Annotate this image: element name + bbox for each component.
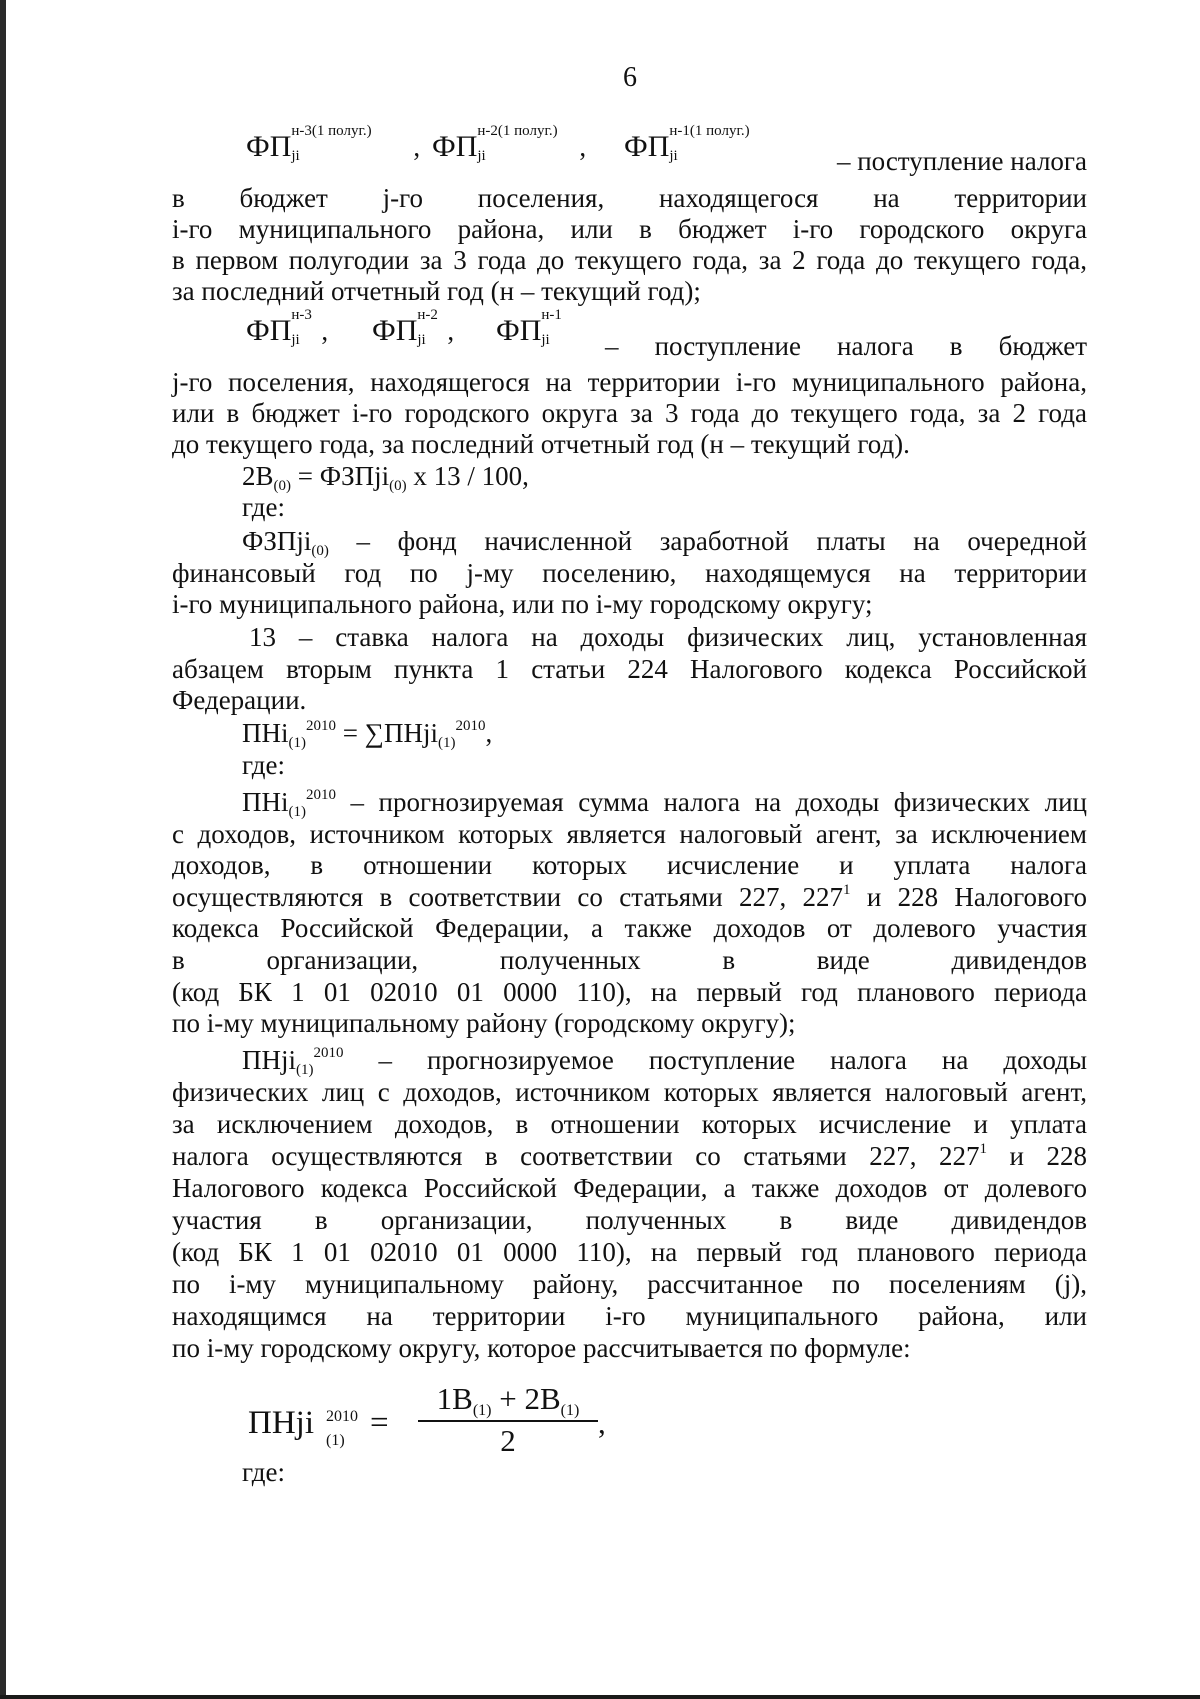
- where-1: где:: [242, 492, 285, 522]
- fp-half-year-term-3: ФП н-1(1 полуг.) ji: [624, 123, 750, 164]
- line-b-1: j-го поселения, находящегося на территории i-го муниципального района,: [172, 367, 1087, 397]
- fzp-line-2: финансовый год по j-му поселению, находящемуся на территории: [172, 558, 1087, 588]
- fraction-bar: [418, 1420, 598, 1422]
- pni-line-3: доходов, в отношении которых исчисление и уплата налога: [172, 850, 1087, 880]
- where-2: где:: [242, 750, 285, 780]
- pnji-line-5: Налогового кодекса Российской Федерации, а также доходов от долевого: [172, 1173, 1087, 1203]
- pni-line-1: ПНi$_{(1)}^{2010}$ – прогнозируемая сумма налога на доходы физических лиц: [242, 787, 1087, 820]
- fzp-line-1: ФЗПji$_{(0)}$ – фонд начисленной заработной платы на очередной: [242, 526, 1087, 559]
- pnji-line-7: (код БК 1 01 02010 01 0000 110), на первый год планового периода: [172, 1237, 1087, 1267]
- pni-line-5: кодекса Российской Федерации, а также доходов от долевого участия: [172, 913, 1087, 943]
- pnji-line-9: находящимся на территории i-го муниципального района, или: [172, 1301, 1087, 1331]
- pni-line-7: (код БК 1 01 02010 01 0000 110), на первый год планового периода: [172, 977, 1087, 1007]
- fp-half-year-term-2: ФП н-2(1 полуг.) ji ,: [432, 123, 587, 164]
- pni-line-2: с доходов, источником которых является налоговый агент, за исключением: [172, 819, 1087, 849]
- pnji-line-6: участия в организации, полученных в виде дивидендов: [172, 1205, 1087, 1235]
- formula-fraction: [248, 1382, 648, 1462]
- formula-fraction-body: [418, 1382, 598, 1458]
- scan-edge-bottom: [0, 1695, 1200, 1699]
- where-3: где:: [242, 1457, 285, 1487]
- line-a-4: за последний отчетный год (н – текущий год);: [172, 276, 701, 306]
- scan-edge-left: [0, 0, 6, 1699]
- rate-line-2: абзацем вторым пункта 1 статьи 224 Налогового кодекса Российской: [172, 654, 1087, 684]
- pni-line-6: в организации, полученных в виде дивидендов: [172, 945, 1087, 975]
- line-b-2: или в бюджет i-го городского округа за 3 года до текущего года, за 2 года: [172, 398, 1087, 428]
- pni-line-4: осуществляются в соответствии со статьями 227, $227^1$ и 228 Налогового: [172, 882, 1087, 912]
- formula-fraction-equals: =: [370, 1405, 389, 1441]
- fzp-line-3: i-го муниципального района, или по i-му городскому округу;: [172, 589, 873, 619]
- line-b-3: до текущего года, за последний отчетный год (н – текущий год).: [172, 429, 910, 459]
- fp-half-year-term-1: ФП н-3(1 полуг.) ji ,: [246, 123, 421, 164]
- fp-half-year-desc: – поступление налога: [836, 146, 1087, 176]
- pni-line-8: по i-му муниципальному району (городскому округу);: [172, 1008, 796, 1038]
- pnji-line-3: за исключением доходов, в отношении которых исчисление и уплата: [172, 1109, 1087, 1139]
- formula-fraction-lhs: ПНji 2010 (1): [248, 1405, 358, 1449]
- pnji-line-8: по i-му муниципальному району, рассчитанное по поселениям (j),: [172, 1269, 1087, 1299]
- formula-denominator: 2: [500, 1423, 516, 1458]
- line-a-3: в первом полугодии за 3 года до текущего года, за 2 года до текущего года,: [172, 245, 1087, 275]
- page-number: 6: [623, 62, 637, 93]
- fp-year-term-1: ФП н-3 ji ,: [246, 307, 329, 348]
- pnji-line-1: ПНji$_{(1)}^{2010}$ – прогнозируемое поступление налога на доходы: [242, 1045, 1087, 1078]
- fp-year-term-2: ФП н-2 ji ,: [372, 307, 455, 348]
- formula-numerator: $1В_{(1)} + 2В_{(1)}$: [436, 1381, 580, 1419]
- formula-pn-sum: ПНi$_{(1)}^{2010}$ = ∑ПНji$_{(1)}^{2010}$,: [242, 718, 493, 751]
- line-a-2: i-го муниципального района, или в бюджет i-го городского округа: [172, 214, 1087, 244]
- formula-fraction-comma: ,: [598, 1405, 606, 1440]
- pnji-line-2: физических лиц с доходов, источником которых является налоговый агент,: [172, 1077, 1087, 1107]
- line-a-1: в бюджет j-го поселения, находящегося на территории: [172, 183, 1087, 213]
- rate-line-3: Федерации.: [172, 685, 307, 715]
- fp-year-desc: – поступление налога в бюджет: [605, 331, 1087, 361]
- rate-line-1: 13 – ставка налога на доходы физических лиц, установленная: [249, 622, 1087, 652]
- formula-2b: $2В_{(0)}$ = ФЗПji$_{(0)}$ х 13 / 100,: [242, 461, 529, 494]
- pnji-line-10: по i-му городскому округу, которое рассчитывается по формуле:: [172, 1333, 911, 1363]
- fp-year-term-3: ФП н-1 ji: [496, 307, 562, 348]
- pnji-line-4: налога осуществляются в соответствии со статьями 227, $227^1$ и 228: [172, 1141, 1088, 1171]
